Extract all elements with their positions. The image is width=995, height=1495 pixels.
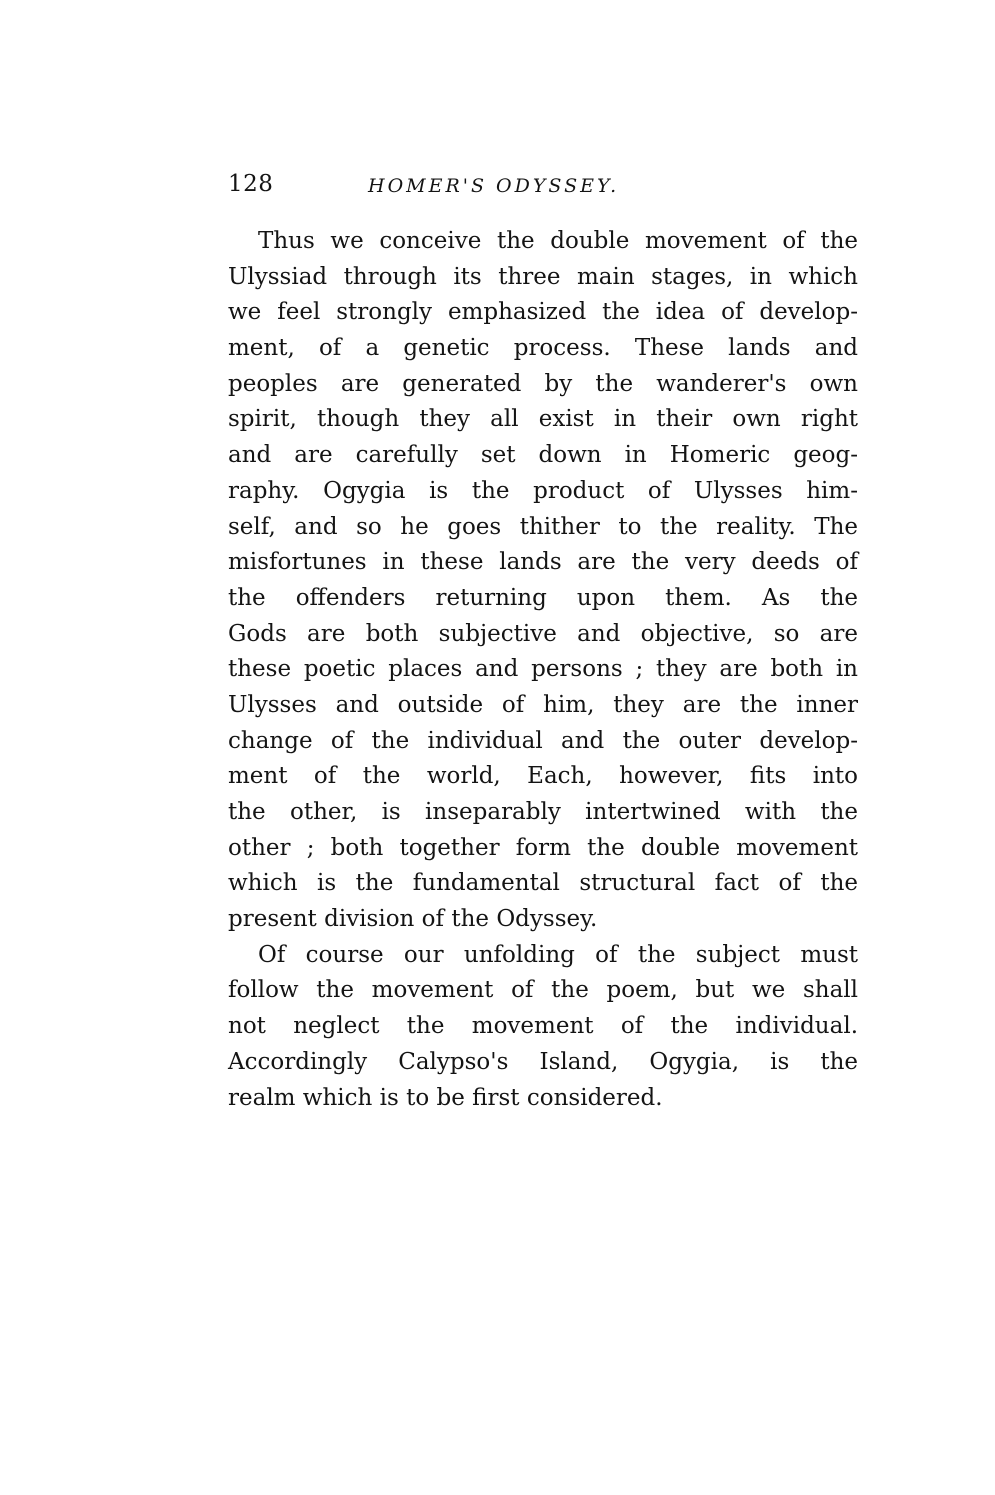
text-line: Of course our unfolding of the subject must: [258, 941, 858, 968]
text-line: present division of the Odyssey.: [228, 906, 598, 933]
text-line: which is the fundamental structural fact of the: [228, 870, 858, 897]
text-line: raphy. Ogygia is the product of Ulysses him-: [228, 477, 858, 504]
text-line: the offenders returning upon them. As the: [228, 584, 858, 611]
text-line: Accordingly Calypso's Island, Ogygia, is the: [228, 1048, 858, 1075]
text-line: Ulyssiad through its three main stages, in which: [228, 263, 858, 290]
text-line: Thus we conceive the double movement of the: [258, 228, 858, 254]
text-line: Ulysses and outside of him, they are the inner: [228, 691, 858, 718]
text-line: self, and so he goes thither to the reality. The: [228, 513, 858, 540]
text-line: realm which is to be first considered.: [228, 1084, 663, 1111]
text-line: not neglect the movement of the individual.: [228, 1013, 858, 1040]
paragraph-1: [228, 224, 858, 938]
text-line: misfortunes in these lands are the very deeds of: [228, 549, 858, 576]
text-line: Gods are both subjective and objective, so are: [228, 620, 858, 647]
text-line: ment of the world, Each, however, fits into: [228, 763, 858, 790]
text-line: these poetic places and persons ; they are both in: [228, 656, 858, 683]
text-line: peoples are generated by the wanderer's own: [228, 370, 858, 397]
paragraph-2: [228, 938, 858, 1116]
text-line: ment, of a genetic process. These lands and: [228, 335, 858, 362]
text-line: other ; both together form the double movement: [228, 834, 858, 861]
running-title: HOMER'S ODYSSEY.: [368, 175, 620, 197]
text-line: spirit, though they all exist in their own right: [228, 406, 858, 433]
text-line: we feel strongly emphasized the idea of develop-: [228, 299, 858, 326]
text-line: follow the movement of the poem, but we shall: [228, 977, 858, 1004]
text-line: and are carefully set down in Homeric geog-: [228, 442, 858, 469]
text-line: change of the individual and the outer develop-: [228, 727, 858, 754]
page-number: 128: [228, 171, 274, 197]
text-line: the other, is inseparably intertwined with the: [228, 799, 858, 825]
body-text: [228, 224, 858, 1116]
